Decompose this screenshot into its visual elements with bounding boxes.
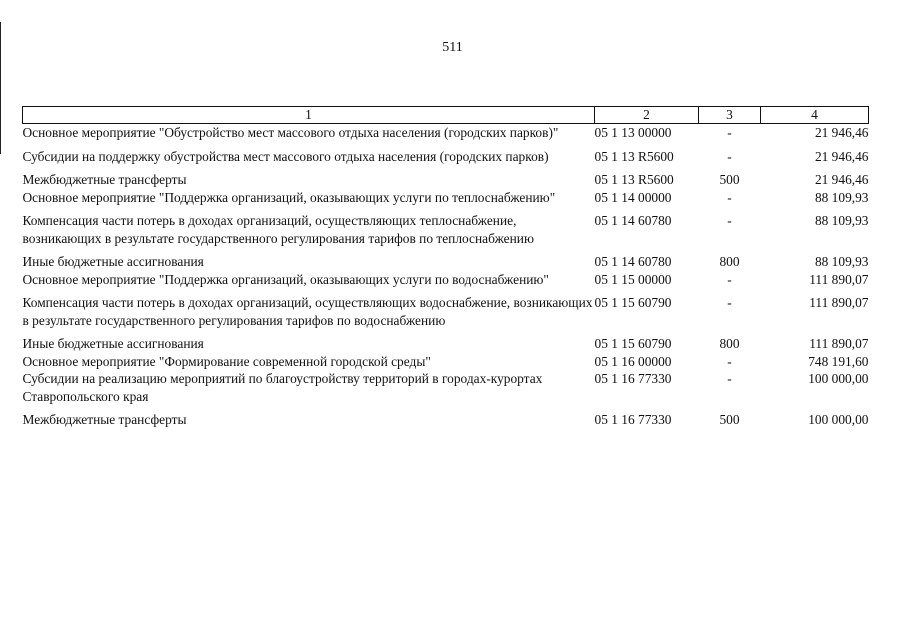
header-col-1: 1 bbox=[23, 107, 595, 124]
table-row bbox=[23, 411, 869, 429]
row-name: Основное мероприятие "Поддержка организаций, оказывающих услуги по водоснабжению" bbox=[22, 271, 549, 287]
row-code: 05 1 13 00000 bbox=[594, 125, 672, 140]
row-expense-type: - bbox=[727, 189, 732, 205]
row-code: 05 1 16 00000 bbox=[594, 353, 672, 369]
row-amount: 88 109,93 bbox=[814, 213, 869, 228]
row-expense-type: 500 bbox=[719, 412, 740, 427]
row-name: Компенсация части потерь в доходах организаций, осуществляющих теплоснабжение, возникающих в результате государственного регулирования тарифов по теплоснабжению bbox=[22, 213, 534, 246]
row-code: 05 1 16 77330 bbox=[594, 412, 672, 427]
row-code: 05 1 16 77330 bbox=[594, 371, 672, 386]
row-expense-type: - bbox=[727, 148, 732, 164]
row-expense-type: 500 bbox=[719, 172, 740, 187]
header-row bbox=[23, 107, 869, 124]
row-name: Основное мероприятие "Поддержка организаций, оказывающих услуги по теплоснабжению" bbox=[22, 189, 556, 205]
row-expense-type: - bbox=[727, 271, 732, 287]
row-code: 05 1 13 R5600 bbox=[594, 172, 674, 187]
header-col-3: 3 bbox=[699, 107, 761, 124]
table-row bbox=[23, 271, 869, 295]
table-row bbox=[23, 370, 869, 411]
row-code: 05 1 15 60790 bbox=[594, 336, 672, 351]
row-amount: 100 000,00 bbox=[808, 412, 869, 427]
table-row bbox=[23, 335, 869, 353]
table-row bbox=[23, 171, 869, 189]
row-name: Компенсация части потерь в доходах организаций, осуществляющих водоснабжение, возникающих в результате государственного регулирования тарифов по водоснабжению bbox=[22, 295, 593, 328]
row-amount: 748 191,60 bbox=[808, 353, 869, 369]
table-body bbox=[23, 124, 869, 429]
row-expense-type: 800 bbox=[719, 254, 740, 269]
row-expense-type: - bbox=[727, 213, 732, 228]
row-expense-type: - bbox=[727, 295, 732, 310]
row-name: Субсидии на реализацию мероприятий по благоустройству территорий в городах-курортах Ставропольского края bbox=[22, 371, 543, 404]
table-row bbox=[23, 148, 869, 172]
row-amount: 88 109,93 bbox=[814, 254, 869, 269]
row-amount: 21 946,46 bbox=[814, 148, 869, 164]
row-name: Иные бюджетные ассигнования bbox=[22, 254, 204, 269]
table-row bbox=[23, 253, 869, 271]
row-expense-type: 800 bbox=[719, 336, 740, 351]
header-col-4: 4 bbox=[761, 107, 869, 124]
table-row bbox=[23, 124, 869, 148]
row-amount: 21 946,46 bbox=[814, 172, 869, 187]
page-number: 511 bbox=[442, 40, 463, 55]
row-amount: 111 890,07 bbox=[809, 295, 869, 310]
row-name: Основное мероприятие "Обустройство мест массового отдыха населения (городских парков)" bbox=[22, 125, 559, 140]
row-name: Субсидии на поддержку обустройства мест массового отдыха населения (городских парков) bbox=[22, 148, 549, 164]
row-amount: 111 890,07 bbox=[809, 336, 869, 351]
row-name: Межбюджетные трансферты bbox=[22, 172, 187, 187]
row-expense-type: - bbox=[727, 353, 732, 369]
row-code: 05 1 15 00000 bbox=[594, 271, 672, 287]
row-name: Основное мероприятие "Формирование современной городской среды" bbox=[22, 353, 431, 369]
row-code: 05 1 13 R5600 bbox=[594, 148, 674, 164]
table-row bbox=[23, 189, 869, 213]
header-col-2: 2 bbox=[595, 107, 699, 124]
row-amount: 88 109,93 bbox=[814, 189, 869, 205]
row-code: 05 1 14 60780 bbox=[594, 254, 672, 269]
row-amount: 100 000,00 bbox=[808, 371, 869, 386]
table-row bbox=[23, 294, 869, 335]
row-code: 05 1 15 60790 bbox=[594, 295, 672, 310]
table-row bbox=[23, 212, 869, 253]
table-row bbox=[23, 353, 869, 371]
row-expense-type: - bbox=[727, 125, 732, 140]
budget-table bbox=[22, 106, 869, 429]
row-name: Иные бюджетные ассигнования bbox=[22, 336, 204, 351]
row-code: 05 1 14 00000 bbox=[594, 189, 672, 205]
row-code: 05 1 14 60780 bbox=[594, 213, 672, 228]
row-amount: 111 890,07 bbox=[809, 271, 869, 287]
row-name: Межбюджетные трансферты bbox=[22, 412, 187, 427]
row-expense-type: - bbox=[727, 371, 732, 386]
table-header bbox=[23, 107, 869, 124]
row-amount: 21 946,46 bbox=[814, 125, 869, 140]
